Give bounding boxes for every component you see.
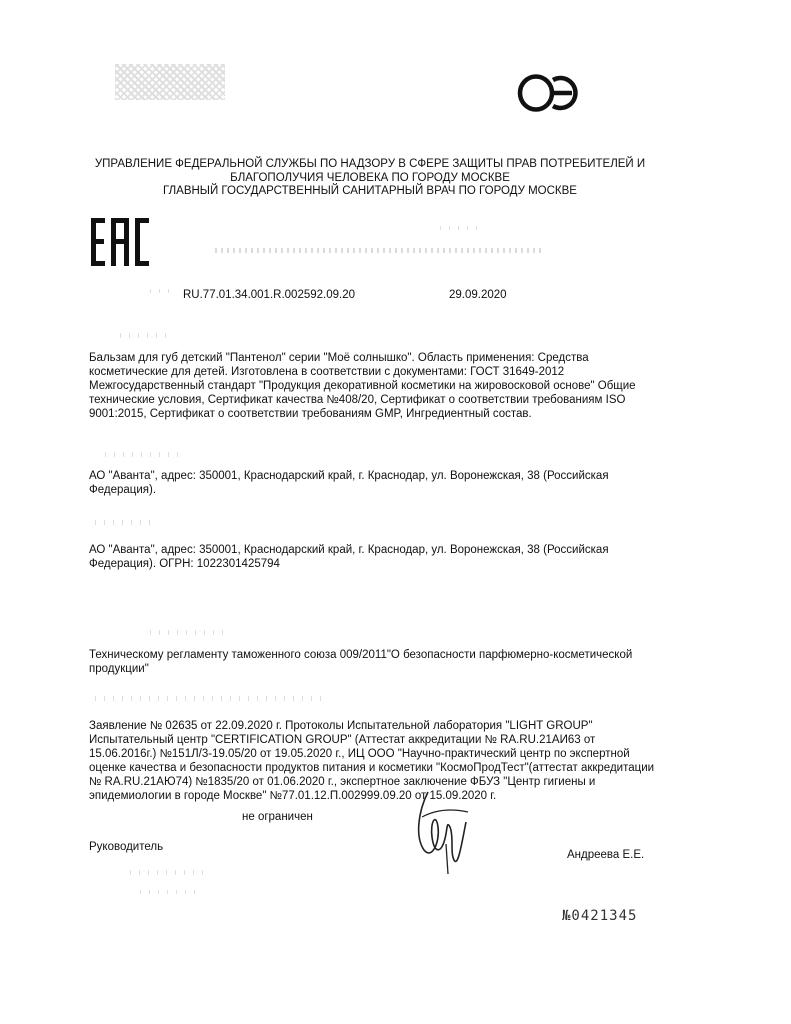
basis-line: эпидемиологии в городе Москве" №77.01.12.П.002999.09.20 от 15.09.2020 г. — [89, 790, 497, 802]
manufacturer-line: АО "Аванта", адрес: 350001, Краснодарский край, г. Краснодар, ул. Воронежская, 38 (Российская — [89, 470, 609, 482]
eac-mark — [89, 216, 153, 268]
sanitary-service-logo — [515, 73, 581, 113]
issuance-basis — [89, 719, 654, 803]
authority-line-1: УПРАВЛЕНИЕ ФЕДЕРАЛЬНОЙ СЛУЖБЫ ПО НАДЗОРУ В СФЕРЕ ЗАЩИТЫ ПРАВ ПОТРЕБИТЕЛЕЙ И — [94, 158, 646, 170]
scan-noise — [105, 452, 180, 457]
basis-line: оценке качества и безопасности продуктов питания и косметики "КосмоПродТест"(аттестат аккредитации — [89, 762, 655, 774]
recipient-line: АО "Аванта", адрес: 350001, Краснодарский край, г. Краснодар, ул. Воронежская, 38 (Российская — [89, 544, 609, 556]
scan-noise — [440, 226, 480, 230]
basis-line: 15.06.2016г.) №151Л/3-19.05/20 от 19.05.2020 г., ИЦ ООО "Научно-практический центр по экспертной — [89, 748, 630, 760]
scan-noise — [215, 248, 545, 253]
basis-line: Заявление № 02635 от 22.09.2020 г. Протоколы Испытательной лаборатория "LIGHT GROUP" — [89, 720, 593, 732]
basis-line: № RA.RU.21АЮ74) №1835/20 от 01.06.2020 г., экспертное заключение ФБУЗ "Центр гигиены и — [89, 776, 596, 788]
signatory-title: Руководитель — [89, 841, 164, 853]
form-watermark — [115, 64, 225, 100]
authority-line-2: БЛАГОПОЛУЧИЯ ЧЕЛОВЕКА ПО ГОРОДУ МОСКВЕ — [230, 172, 510, 184]
authority-line-3: ГЛАВНЫЙ ГОСУДАРСТВЕННЫЙ САНИТАРНЫЙ ВРАЧ ПО ГОРОДУ МОСКВЕ — [163, 185, 577, 197]
form-number: №0421345 — [562, 908, 638, 924]
product-line: технические условия, Сертификат качества №408/20, Сертификат о соответствии требованиям ISO — [89, 394, 626, 406]
scan-noise — [140, 890, 200, 894]
recipient-line: Федерация). ОГРН: 1022301425794 — [89, 558, 280, 570]
product-line: косметические для детей. Изготовлена в соответствии с документами: ГОСТ 31649-2012 — [89, 366, 565, 378]
document-date: 29.09.2020 — [449, 289, 507, 301]
recipient — [89, 543, 609, 571]
product-line: 9001:2015, Сертификат о соответствии требованиям GMP, Ингредиентный состав. — [89, 408, 532, 420]
scan-noise — [120, 333, 170, 338]
validity-period: не ограничен — [242, 811, 313, 823]
scan-noise — [95, 520, 155, 525]
scan-noise — [95, 696, 325, 701]
signatory-name: Андреева Е.Е. — [567, 849, 645, 861]
document-number: RU.77.01.34.001.R.002592.09.20 — [183, 289, 355, 301]
regulation-line: продукции" — [89, 663, 149, 675]
basis-line: Испытательный центр "CERTIFICATION GROUP" (Аттестат аккредитации № RA.RU.21АИ63 от — [89, 734, 596, 746]
scan-noise — [150, 630, 230, 635]
product-description — [89, 351, 636, 421]
eac-mark-graphic — [89, 216, 153, 268]
signature — [410, 782, 480, 877]
manufacturer — [89, 469, 609, 497]
manufacturer-line: Федерация). — [89, 484, 157, 496]
technical-regulation — [89, 648, 632, 676]
scan-noise — [130, 870, 210, 875]
product-line: Бальзам для губ детский "Пантенол" серии "Моё солнышко". Область применения: Средства — [89, 352, 589, 364]
product-line: Межгосударственный стандарт "Продукция декоративной косметики на жировосковой основе" Общие — [89, 380, 636, 392]
scan-noise — [150, 289, 170, 293]
regulation-line: Техническому регламенту таможенного союза 009/2011"О безопасности парфюмерно-косметической — [89, 649, 633, 661]
